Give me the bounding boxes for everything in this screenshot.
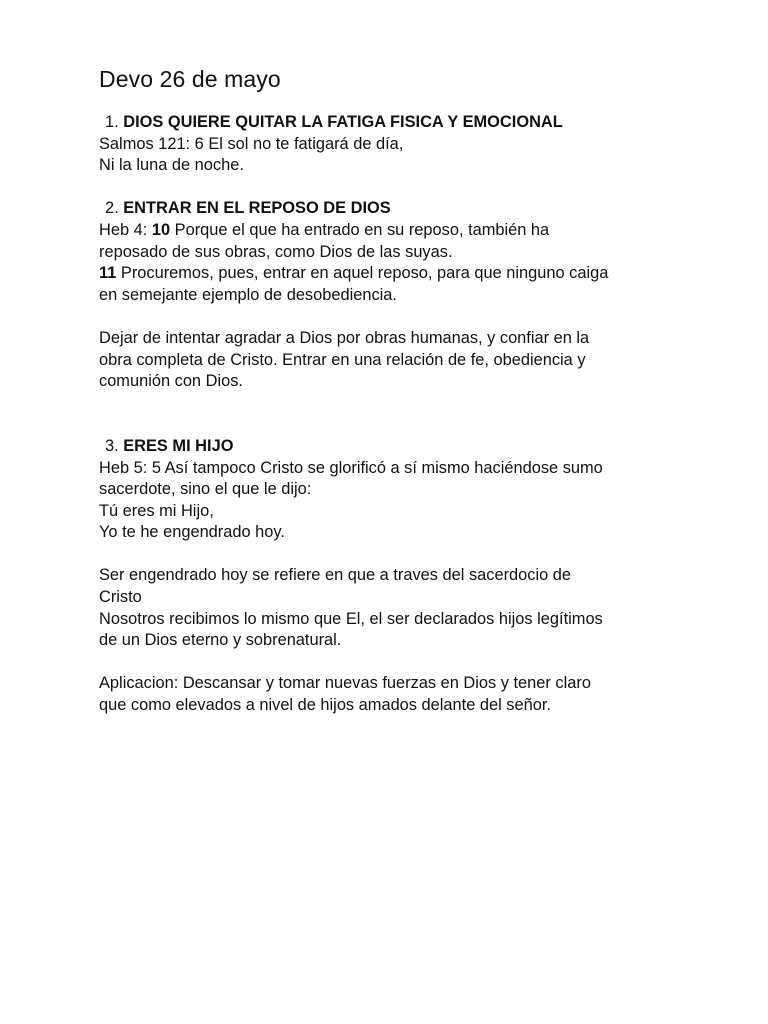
section-1-heading [99,112,699,134]
section-3-line-3: Tú eres mi Hijo, [99,501,214,520]
verse-prefix: Heb 4: [99,220,152,239]
section-3-line-4: Yo te he engendrado hoy. [99,523,285,542]
section-2-heading-text: ENTRAR EN EL REPOSO DE DIOS [123,199,391,218]
verse-11-number: 11 [99,264,117,283]
verse-11-line-2: en semejante ejemplo de desobediencia. [99,285,397,304]
section-2-note-line-3: comunión con Dios. [99,372,243,391]
spacer [99,652,699,674]
document-title: Devo 26 de mayo [99,66,281,92]
verse-11-line-1 [99,263,699,285]
section-1-line-2: Ni la luna de noche. [99,156,244,175]
spacer [99,544,699,566]
section-3-line-2: sacerdote, sino el que le dijo: [99,480,312,499]
spacer [99,393,699,436]
section-3-note-line-2: Cristo [99,588,142,607]
section-3-line-1: Heb 5: 5 Así tampoco Cristo se glorificó a sí mismo haciéndose sumo [99,458,603,477]
verse-11-text: Procuremos, pues, entrar en aquel reposo, para que ninguno caiga [116,264,609,283]
section-2-note-line-1: Dejar de intentar agradar a Dios por obras humanas, y confiar en la [99,328,590,347]
section-3-note-line-3: Nosotros recibimos lo mismo que El, el ser declarados hijos legítimos [99,609,603,628]
section-2-note-line-2: obra completa de Cristo. Entrar en una relación de fe, obediencia y [99,350,586,369]
spacer [99,177,699,199]
section-3-heading [99,436,699,458]
section-3-number: 3. [105,436,119,455]
verse-10-text: Porque el que ha entrado en su reposo, también ha [170,220,550,239]
application-line-2: que como elevados a nivel de hijos amados delante del señor. [99,696,551,715]
section-1-number: 1. [105,113,119,131]
verse-10-number: 10 [151,220,171,239]
section-3-note-line-1: Ser engendrado hoy se refiere en que a traves del sacerdocio de [99,566,571,585]
verse-10-line-2: reposado de sus obras, como Dios de las suyas. [99,242,453,261]
section-3-heading-text: ERES MI HIJO [123,436,234,455]
section-3-note-line-4: de un Dios eterno y sobrenatural. [99,631,342,650]
section-1-line-1: Salmos 121: 6 El sol no te fatigará de día, [99,134,404,153]
verse-10-line-1 [99,220,699,242]
application-line-1: Aplicacion: Descansar y tomar nuevas fuerzas en Dios y tener claro [99,674,591,693]
document-page [99,64,699,717]
section-1-heading-text: DIOS QUIERE QUITAR LA FATIGA FISICA Y EMOCIONAL [123,113,563,131]
section-2-heading [99,198,699,220]
spacer [99,306,699,328]
section-2-number: 2. [105,199,119,218]
